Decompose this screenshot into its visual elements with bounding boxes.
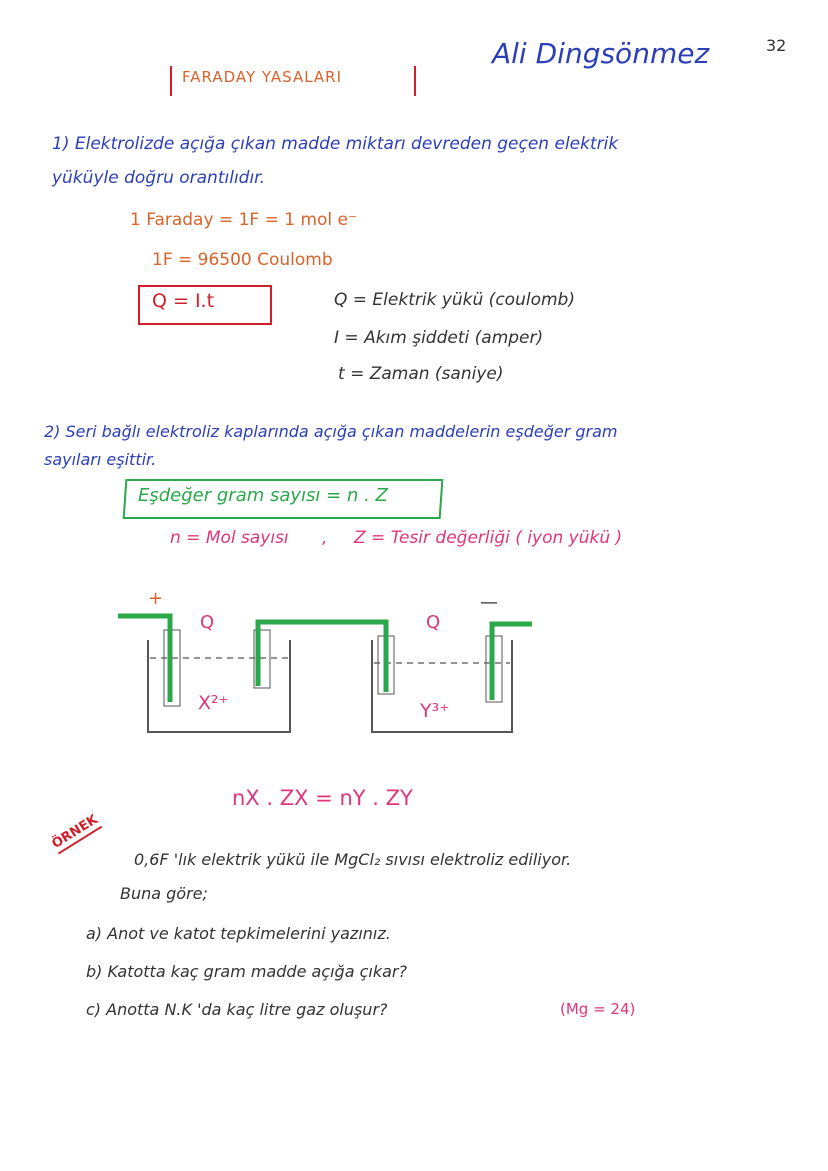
- definition-t: t = Zaman (saniye): [338, 364, 504, 384]
- positive-terminal: +: [148, 588, 164, 609]
- definition-q: Q = Elektrik yükü (coulomb): [334, 290, 575, 310]
- ion-x-label: X²⁺: [198, 692, 229, 714]
- page-number: 32: [766, 36, 787, 55]
- left-wire-anode: [118, 616, 170, 702]
- definition-separator: ,: [322, 528, 328, 548]
- author-signature: Ali Dingsönmez: [492, 37, 710, 70]
- mass-note: (Mg = 24): [560, 1000, 636, 1018]
- definition-z: Z = Tesir değerliği ( iyon yükü ): [354, 528, 623, 548]
- law1-text-line1: 1) Elektrolizde açığa çıkan madde miktarı devreden geçen elektrik: [52, 134, 619, 154]
- example-label: ÖRNEK: [50, 813, 102, 854]
- negative-terminal: —: [480, 592, 498, 613]
- law2-text-line2: sayıları eşittir.: [44, 450, 157, 469]
- question-c: c) Anotta N.K 'da kaç litre gaz oluşur?: [86, 1000, 388, 1019]
- equivalence-relation: nX . ZX = nY . ZY: [232, 786, 413, 810]
- example-line1: 0,6F 'lık elektrik yükü ile MgCl₂ sıvısı elektroliz ediliyor.: [134, 850, 572, 869]
- coulomb-equation: 1F = 96500 Coulomb: [152, 250, 333, 270]
- page-title-text: FARADAY YASALARI: [182, 68, 343, 86]
- example-line2: Buna göre;: [120, 884, 208, 903]
- question-b: b) Katotta kaç gram madde açığa çıkar?: [86, 962, 407, 981]
- charge-label-left: Q: [200, 612, 215, 633]
- definition-n: n = Mol sayısı: [170, 528, 289, 548]
- law2-text-line1: 2) Seri bağlı elektroliz kaplarında açığa çıkan maddelerin eşdeğer gram: [44, 422, 618, 441]
- charge-formula: Q = I.t: [152, 290, 215, 312]
- law1-text-line2: yüküyle doğru orantılıdır.: [52, 168, 266, 188]
- definition-i: I = Akım şiddeti (amper): [334, 328, 544, 348]
- equivalent-formula: Eşdeğer gram sayısı = n . Z: [138, 485, 388, 506]
- question-a: a) Anot ve katot tepkimelerini yazınız.: [86, 924, 391, 943]
- ion-y-label: Y³⁺: [420, 700, 450, 722]
- faraday-equation: 1 Faraday = 1F = 1 mol e⁻: [130, 210, 357, 230]
- charge-label-right: Q: [426, 612, 441, 633]
- connecting-wire: [258, 622, 386, 692]
